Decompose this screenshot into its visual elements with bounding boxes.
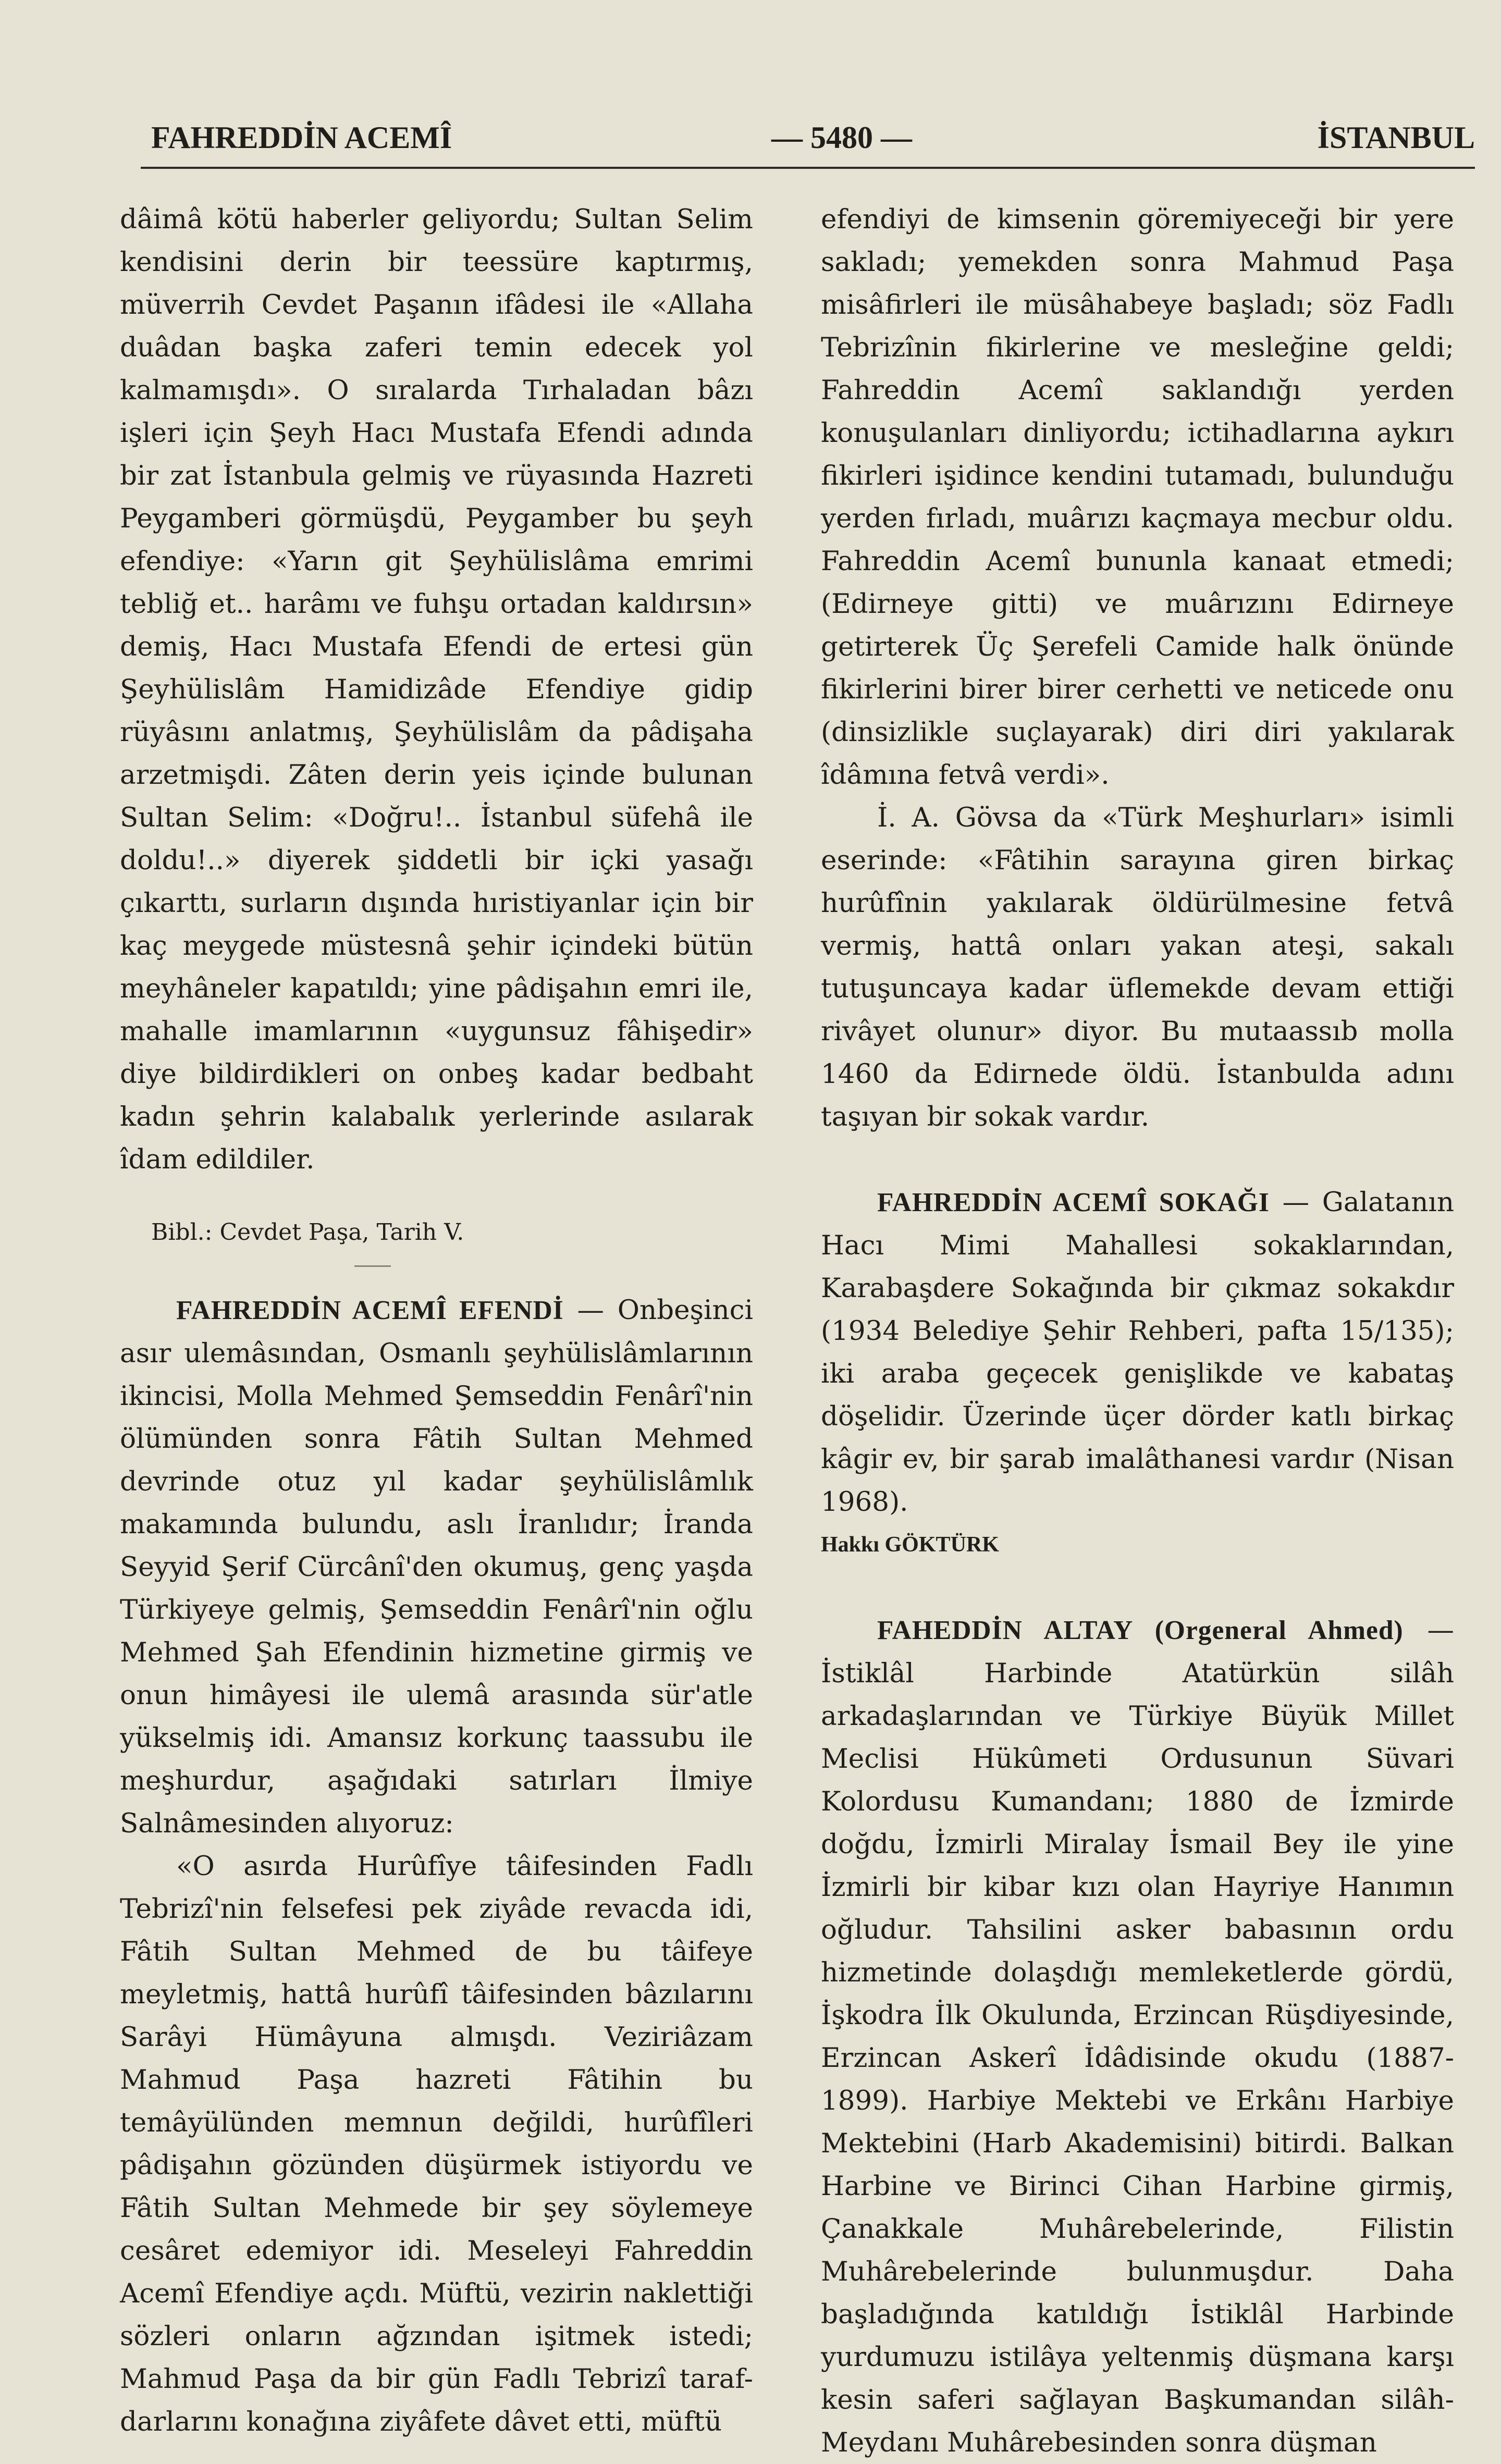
header-section: İSTANBUL [1317, 120, 1475, 155]
entry-body: — Onbeşinci asır ulemâsından, Osmanlı şeyhülislâmlarının ikincisi, Molla Mehmed Şemseddin Fenârî'nin ölümünden sonra Fâtih Sultan Mehmed devrinde otuz yıl kadar şeyhülislâmlık makamında bulundu, aslı İranlıdır; İranda Seyyid Şerif Cürcânî'den okumuş, genç yaşda Türkiyeye gelmiş, Şemseddin Fenârî'nin oğlu Mehmed Şah Efendinin hizmetine girmiş ve onun himâyesi ile ulemâ arasında sür'atle yükselmiş idi. Amansız korkunç taassubu ile meşhurdur, aşağıdaki satırları İlmiye Salnâmesinden alıyoruz: [120, 1295, 753, 1839]
quotation-continued: efendiyi de kimsenin göremiyeceği bir yere sakladı; yemekden sonra Mahmud Paşa misâfirleri ile müsâhabeye başladı; söz Fadlı Tebrizînin fikirlerine ve mesleğine geldi; Fahreddin Acemî saklandığı yerden konuşulanları dinliyordu; ictihadlarına aykırı fikirleri işidince kendini tutamadı, bulunduğu yerden fırladı, muârızı kaçmaya mecbur oldu. Fahreddin Acemî bununla kanaat etmedi; (Edirneye gitti) ve muârızını Edirneye getirterek Üç Şerefeli Camide halk önünde fikirlerini birer birer cerhetti ve neticede onu (dinsizlikle suçlayarak) diri diri yakılarak îdâmına fetvâ verdi». [821, 204, 1454, 791]
entry-title: FAHEDDİN ALTAY (Orgeneral Ahmed) [877, 1616, 1404, 1645]
right-column [821, 198, 1454, 2464]
entry-divider [354, 1265, 391, 1267]
left-column [120, 198, 753, 2443]
entry-fahreddin-acemi-sokagi [821, 1181, 1454, 1523]
entry-fahreddin-acemi-efendi [120, 1289, 753, 1845]
continued-paragraph: dâimâ kötü haberler geliyordu; Sultan Selim kendisini derin bir teessüre kaptırmış, müverrih Cevdet Paşanın ifâdesi ile «Allaha duâdan başka zaferi temin edecek yol kalmamışdı». O sıralarda Tırhaladan bâzı işleri için Şeyh Hacı Mustafa Efendi adında bir zat İstanbula gelmiş ve rüyasında Hazreti Peygamberi görmüşdü, Peygamber bu şeyh efendiye: «Yarın git Şeyhülislâma emrimi tebliğ et.. harâmı ve fuhşu ortadan kaldırsın» demiş, Hacı Mustafa Efendi de ertesi gün Şeyhülislâm Hamidizâde Efendiye gidip rüyâsını anlatmış, Şeyhülislâm da pâdişaha arzetmişdi. Zâten derin yeis içinde bulunan Sultan Selim: «Doğru!.. İstanbul süfehâ ile doldu!..» diyerek şiddetli bir içki yasağı çıkarttı, surların dışında hıristiyanlar için bir kaç meygede müstesnâ şehir içindeki bütün meyhâneler kapatıldı; yine pâdişahın emri ile, mahalle imamlarının «uygunsuz fâhişedir» diye bildirdikleri on onbeş kadar bedbaht kadın şehrin kalabalık yerlerinde asılarak îdam edildiler. [120, 204, 753, 1175]
page-number: — 5480 — [771, 120, 912, 155]
govsa-paragraph: İ. A. Gövsa da «Türk Meşhurları» isimli eserinde: «Fâtihin sarayına giren birkaç hurûfînin yakılarak öldürülmesine fetvâ vermiş, hattâ onları yakan ateşi, sakalı tutuşuncaya kadar üflemekde devam ettiği rivâyet olunur» diyor. Bu mutaassıb molla 1460 da Edirnede öldü. İstanbulda adını taşıyan bir sokak vardır. [821, 802, 1454, 1132]
header-rule [141, 167, 1475, 169]
running-header [151, 116, 1475, 163]
entry-title: FAHREDDİN ACEMÎ SOKAĞI [877, 1188, 1270, 1217]
entry-body: — İstiklâl Harbinde Atatürkün silâh arkadaşlarından ve Türkiye Büyük Millet Meclisi Hükûmeti Ordusunun Süvari Kolordusu Kumandanı; 1880 de İzmirde doğdu, İzmirli Miralay İsmail Bey ile yine İzmirli bir kibar kızı olan Hayriye Hanımın oğludur. Tahsilini asker babasının ordu hizmetinde dolaşdığı memleketlerde gördü, İşkodra İlk Okulunda, Erzincan Rüşdiyesinde, Erzincan Askerî İdâdisinde okudu (1887-1899). Harbiye Mektebi ve Erkânı Harbiye Mektebini (Harb Akademisini) bitirdi. Balkan Harbine ve Birinci Cihan Harbine girmiş, Çanakkale Muhârebelerinde, Filistin Muhârebelerinde bulunmuşdur. Daha başladığında katıldığı İstiklâl Harbinde yurdumuzu istilâya yeltenmiş düşmana karşı kesin saferi sağlayan Başkumandan silâh-Meydanı Muhârebesinden sonra düşman [821, 1615, 1454, 2458]
header-entry-name: FAHREDDİN ACEMÎ [151, 120, 452, 155]
entry-faheddin-altay [821, 1609, 1454, 2464]
quotation-paragraph: «O asırda Hurûfîye tâifesinden Fadlı Tebrizî'nin felsefesi pek ziyâde revacda idi, Fâtih Sultan Mehmed de bu tâifeye meyletmiş, hattâ hurûfî tâifesinden bâzılarını Sarâyi Hümâyuna almışdı. Veziriâzam Mahmud Paşa hazreti Fâtihin bu temâyülünden memnun değildi, hurûfîleri pâdişahın gözünden düşürmek istiyordu ve Fâtih Sultan Mehmede bir şey söylemeye cesâret edemiyor idi. Meseleyi Fahreddin Acemî Efendiye açdı. Müftü, vezirin naklettiği sözleri onların ağzından işitmek istedi; Mahmud Paşa da bir gün Fadlı Tebrizî taraf-darlarını konağına ziyâfete dâvet etti, müftü [120, 1851, 753, 2437]
entry-body: — Galatanın Hacı Mimi Mahallesi sokaklarından, Karabaşdere Sokağında bir çıkmaz sokakdır (1934 Belediye Şehir Rehberi, pafta 15/135); iki araba geçecek genişlikde ve kabataş döşelidir. Üzerinde üçer dörder katlı birkaç kâgir ev, bir şarab imalâthanesi vardır (Nisan 1968). [821, 1187, 1455, 1518]
entry-title: FAHREDDİN ACEMÎ EFENDİ [176, 1296, 564, 1325]
author-signature: Hakkı GÖKTÜRK [821, 1533, 999, 1557]
bibliography: Bibl.: Cevdet Paşa, Tarih V. [151, 1219, 464, 1246]
